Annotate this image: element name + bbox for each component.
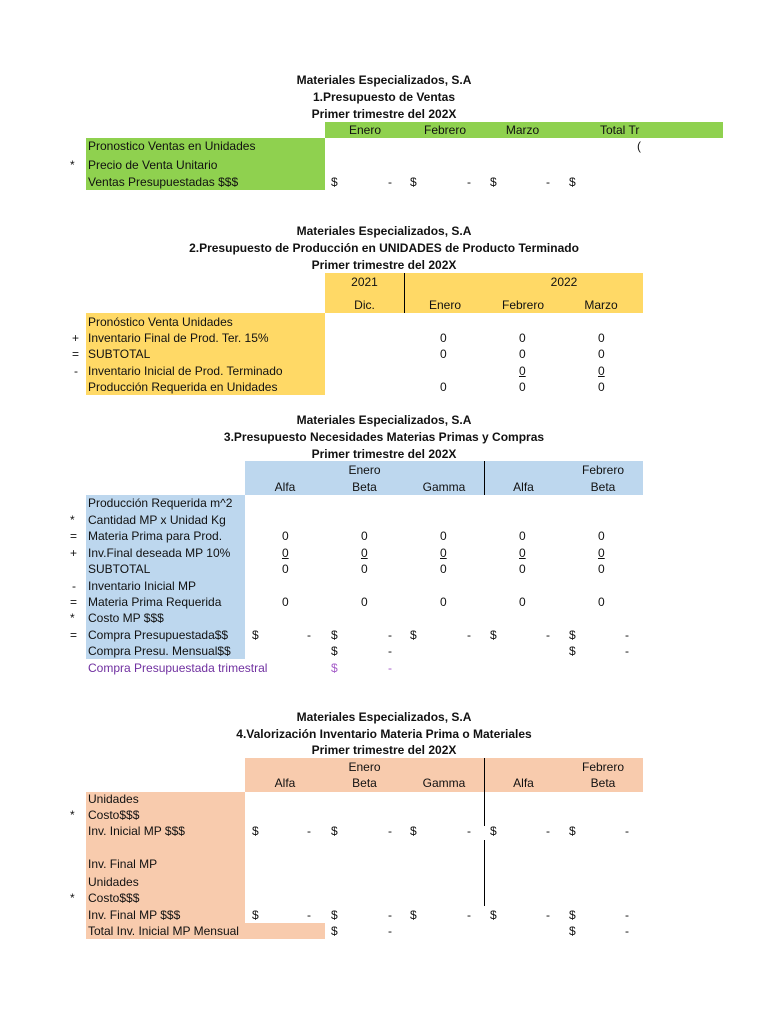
s4-month-enero: Enero [348, 760, 381, 774]
s4-row-total: Total Inv. Inicial MP Mensual [88, 924, 239, 938]
s2-cell: 0 [598, 380, 605, 394]
s1-row-precio: Precio de Venta Unitario [88, 158, 218, 172]
s3-dash: - [388, 644, 392, 658]
s2-year-2021: 2021 [351, 275, 378, 289]
s3-cell: 0 [519, 546, 526, 560]
s2-cell: 0 [519, 364, 526, 378]
s1-dash: - [546, 175, 550, 189]
s2-year-2022: 2022 [550, 275, 578, 289]
s4-dash: - [546, 908, 550, 922]
s2-row-subtotal: SUBTOTAL [88, 347, 151, 361]
s3-cur: $ [410, 628, 417, 642]
s3-dash: - [625, 644, 629, 658]
s2-col-febrero: Febrero [501, 298, 545, 312]
s4-dash: - [625, 824, 629, 838]
s3-company: Materiales Especializados, S.A [296, 413, 472, 427]
s3-cell: 0 [282, 546, 289, 560]
s1-col-total: Total Tr [600, 123, 640, 137]
s3-cell: 0 [282, 562, 289, 576]
s3-row-produccion: Producción Requerida m^2 [88, 496, 233, 510]
s1-dash: - [388, 175, 392, 189]
s4-cur: $ [252, 908, 259, 922]
s1-cur: $ [331, 175, 338, 189]
s4-dash: - [388, 924, 392, 938]
s2-cell: 0 [519, 331, 526, 345]
s3-cur: $ [331, 661, 338, 675]
s3-title: 3.Presupuesto Necesidades Materias Primas y Compras [223, 430, 545, 444]
s4-col-alfa: Alfa [274, 776, 296, 790]
s3-row-compra-mensual: Compra Presu. Mensual$$ [88, 644, 231, 658]
s3-cell: 0 [598, 529, 605, 543]
s4-dash: - [388, 824, 392, 838]
s4-title: 4.Valorización Inventario Materia Prima o Materiales [236, 727, 532, 741]
s1-total-cut: ( [637, 139, 641, 153]
s2-cell: 0 [440, 380, 447, 394]
s3-dash: - [546, 628, 550, 642]
s2-cell: 0 [598, 364, 605, 378]
s4-cur: $ [331, 924, 338, 938]
s4-cur: $ [252, 824, 259, 838]
s3-op: = [70, 595, 78, 609]
s3-op: = [70, 628, 78, 642]
s1-period: Primer trimestre del 202X [311, 107, 457, 121]
s3-cell: 0 [282, 595, 289, 609]
s3-cell: 0 [519, 562, 526, 576]
s4-cur: $ [490, 824, 497, 838]
s2-cell: 0 [440, 347, 447, 361]
s3-cur: $ [490, 628, 497, 642]
s2-cell: 0 [598, 331, 605, 345]
s3-dash: - [467, 628, 471, 642]
s3-cell: 0 [519, 595, 526, 609]
s4-divider [484, 792, 485, 826]
s4-cur: $ [569, 924, 576, 938]
s4-row-inv-final-head: Inv. Final MP [88, 857, 158, 871]
s2-row-pronostico: Pronóstico Venta Unidades [88, 315, 233, 329]
s3-cell: 0 [440, 595, 447, 609]
s4-dash: - [467, 908, 471, 922]
s4-col-beta-2: Beta [590, 776, 616, 790]
s3-dash: - [388, 661, 392, 675]
s1-cur: $ [410, 175, 417, 189]
s4-row-costo-2: Costo$$$ [88, 891, 140, 905]
s1-col-enero: Enero [348, 123, 382, 137]
s4-dash: - [307, 908, 311, 922]
s2-col-enero: Enero [428, 298, 462, 312]
s3-cur: $ [252, 628, 259, 642]
s1-row-ventas: Ventas Presupuestadas $$$ [88, 175, 239, 189]
s3-cell: 0 [440, 546, 447, 560]
s2-row-produccion: Producción Requerida en Unidades [88, 380, 278, 394]
s4-company: Materiales Especializados, S.A [296, 710, 472, 724]
s1-cur: $ [490, 175, 497, 189]
s3-month-febrero: Febrero [581, 463, 625, 477]
s2-company: Materiales Especializados, S.A [296, 224, 472, 238]
s3-op: - [72, 579, 76, 593]
s3-cell: 0 [598, 595, 605, 609]
s4-dash: - [625, 924, 629, 938]
s3-cell: 0 [440, 529, 447, 543]
s1-title: 1.Presupuesto de Ventas [312, 90, 456, 104]
s1-col-marzo: Marzo [505, 123, 540, 137]
s1-cur: $ [569, 175, 576, 189]
s3-op: * [70, 513, 75, 527]
s2-period: Primer trimestre del 202X [311, 258, 457, 272]
s3-dash: - [625, 628, 629, 642]
s3-row-compra: Compra Presupuestada$$ [88, 628, 229, 642]
s3-col-beta-2: Beta [590, 480, 616, 494]
s2-cell: 0 [519, 380, 526, 394]
s2-cell: 0 [519, 347, 526, 361]
s3-cell: 0 [361, 562, 368, 576]
s3-row-mp-requerida: Materia Prima Requerida [88, 595, 222, 609]
s3-cell: 0 [598, 546, 605, 560]
s4-dash: - [388, 908, 392, 922]
s3-cell: 0 [598, 562, 605, 576]
s2-op-minus: - [74, 364, 78, 378]
s3-col-alfa: Alfa [274, 480, 296, 494]
s1-row-pronostico: Pronostico Ventas en Unidades [88, 139, 256, 153]
s3-row-costo: Costo MP $$$ [88, 611, 164, 625]
s3-row-inv-inicial: Inventario Inicial MP [88, 579, 197, 593]
s4-cur: $ [569, 908, 576, 922]
s3-row-mp-prod: Materia Prima para Prod. [88, 529, 223, 543]
s3-col-gamma: Gamma [422, 480, 466, 494]
s4-op: * [70, 808, 75, 822]
s3-cell: 0 [361, 546, 368, 560]
s2-title: 2.Presupuesto de Producción en UNIDADES de Producto Terminado [189, 241, 579, 255]
s4-row-inv-final: Inv. Final MP $$$ [88, 908, 181, 922]
s4-op: * [70, 891, 75, 905]
s4-col-alfa-2: Alfa [513, 776, 534, 790]
s3-row-inv-final: Inv.Final deseada MP 10% [88, 546, 231, 560]
s3-cell: 0 [361, 595, 368, 609]
s3-row-compra-trimestral: Compra Presupuestada trimestral [88, 661, 268, 675]
s3-period: Primer trimestre del 202X [311, 447, 457, 461]
s3-cur: $ [331, 628, 338, 642]
s2-cell: 0 [440, 331, 447, 345]
s1-col-febrero: Febrero [423, 123, 467, 137]
s4-cur: $ [331, 908, 338, 922]
s3-op: * [70, 611, 75, 625]
s2-cell: 0 [598, 347, 605, 361]
s3-cell: 0 [440, 562, 447, 576]
s4-cur: $ [490, 908, 497, 922]
s4-row-inv-inicial: Inv. Inicial MP $$$ [88, 824, 185, 838]
s4-cur: $ [410, 908, 417, 922]
s4-cur: $ [569, 824, 576, 838]
s4-col-beta: Beta [352, 776, 377, 790]
s4-period: Primer trimestre del 202X [311, 743, 457, 757]
s3-cell: 0 [361, 529, 368, 543]
s4-row-unidades-2: Unidades [88, 875, 139, 889]
s3-col-alfa-2: Alfa [513, 480, 534, 494]
s4-dash: - [307, 824, 311, 838]
s2-col-dic: Dic. [354, 298, 375, 312]
s2-col-marzo: Marzo [584, 298, 618, 312]
s3-row-subtotal: SUBTOTAL [88, 562, 151, 576]
s4-month-febrero: Febrero [581, 760, 625, 774]
s3-cur: $ [331, 644, 338, 658]
s3-cur: $ [569, 628, 576, 642]
s4-col-gamma: Gamma [422, 776, 466, 790]
s4-cur: $ [331, 824, 338, 838]
s1-company: Materiales Especializados, S.A [296, 73, 472, 87]
s1-dash: - [467, 175, 471, 189]
s2-op-eq: = [72, 347, 80, 361]
s4-row-costo: Costo$$$ [88, 808, 140, 822]
s4-dash: - [467, 824, 471, 838]
s3-op: + [70, 546, 78, 560]
s3-dash: - [388, 628, 392, 642]
s3-col-beta: Beta [352, 480, 377, 494]
s4-dash: - [625, 908, 629, 922]
s4-divider [484, 840, 485, 906]
s2-op-plus: + [72, 331, 80, 345]
s3-month-enero: Enero [348, 463, 381, 477]
s3-dash: - [307, 628, 311, 642]
s4-cur: $ [410, 824, 417, 838]
s3-row-cantidad: Cantidad MP x Unidad Kg [88, 513, 226, 527]
s3-cell: 0 [519, 529, 526, 543]
s3-cell: 0 [282, 529, 289, 543]
s4-row-unidades: Unidades [88, 792, 139, 806]
s3-op: = [70, 529, 78, 543]
s2-row-inv-inicial: Inventario Inicial de Prod. Terminado [88, 364, 283, 378]
s2-row-inv-final: Inventario Final de Prod. Ter. 15% [88, 331, 269, 345]
s3-cur: $ [569, 644, 576, 658]
s1-op-mult: * [70, 158, 75, 172]
s4-dash: - [546, 824, 550, 838]
